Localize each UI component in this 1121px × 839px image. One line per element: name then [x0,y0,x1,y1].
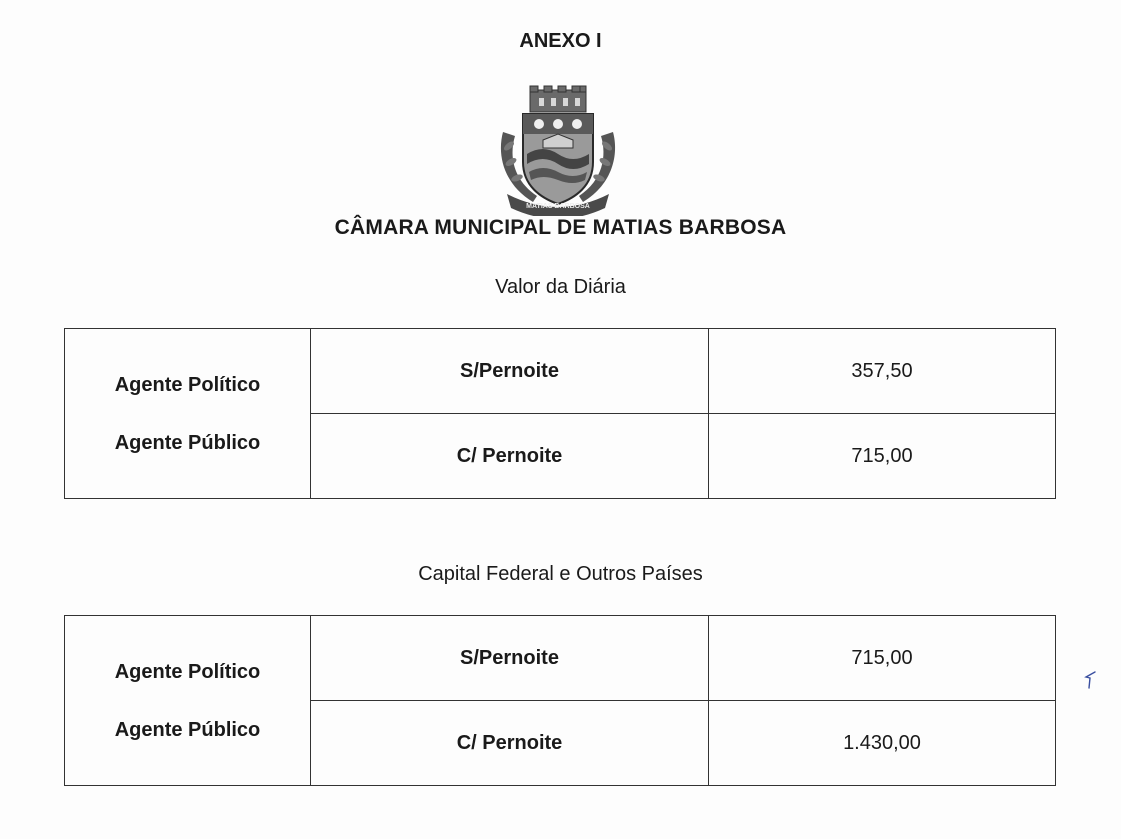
agent-public-label: Agente Público [114,431,261,454]
coat-of-arms-icon [493,84,623,216]
coat-of-arms-ribbon-text: MATIAS BARBOSA [526,203,590,210]
agents-cell [65,329,311,499]
rate-type-cell: C/ Pernoite [311,414,709,499]
section-title-federal-capital: Capital Federal e Outros Países [418,563,703,585]
rate-type-cell: S/Pernoite [311,329,709,414]
federal-capital-rate-table [64,615,1056,786]
rate-value-cell: 1.430,00 [709,701,1056,786]
agents-cell [65,616,311,786]
table-row [65,616,1056,701]
agent-public-label: Agente Público [114,718,261,741]
rate-value-cell: 357,50 [709,329,1056,414]
organization-name: CÂMARA MUNICIPAL DE MATIAS BARBOSA [334,216,787,239]
annex-title: ANEXO I [519,30,602,52]
agent-political-label: Agente Político [114,373,261,396]
table-row [65,329,1056,414]
pen-mark-icon [1083,670,1097,690]
daily-rate-table [64,328,1056,499]
rate-value-cell: 715,00 [709,414,1056,499]
rate-value-cell: 715,00 [709,616,1056,701]
rate-type-cell: C/ Pernoite [311,701,709,786]
rate-type-cell: S/Pernoite [311,616,709,701]
agent-political-label: Agente Político [114,660,261,683]
section-title-daily-rate: Valor da Diária [495,276,626,298]
